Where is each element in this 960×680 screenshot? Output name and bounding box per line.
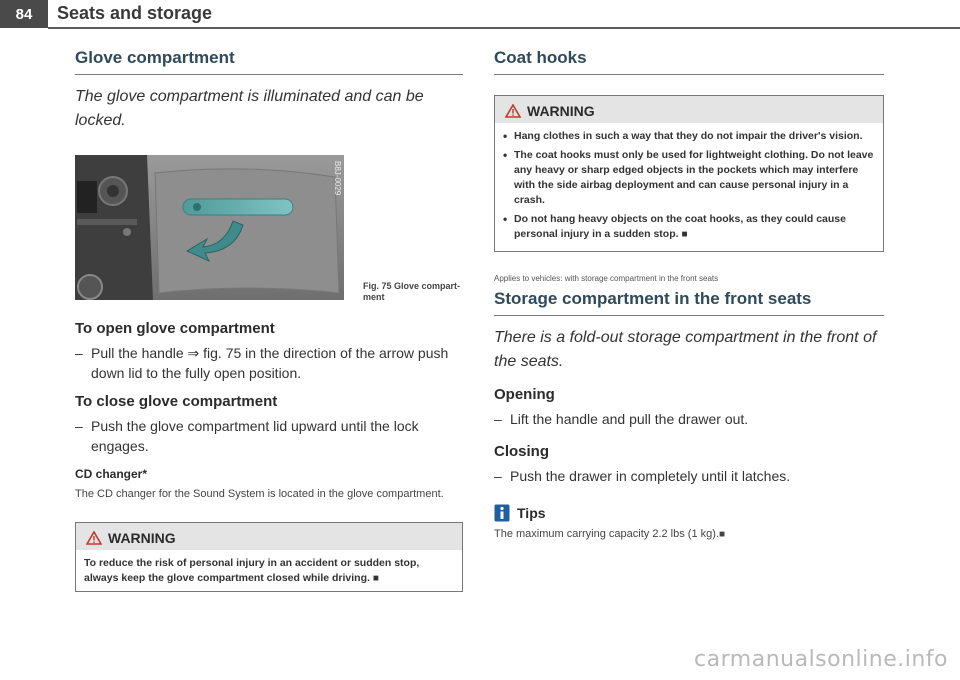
opening-title: Opening <box>494 386 555 403</box>
glove-compartment-photo <box>75 155 344 300</box>
glove-compartment-title: Glove compartment <box>75 48 235 67</box>
page-number: 84 <box>0 0 48 28</box>
warning-item-text: Do not hang heavy objects on the coat hooks, as they could cause personal injury in a sudden stop. <box>514 213 846 240</box>
warning-triangle-icon <box>505 104 521 118</box>
warning-triangle-icon <box>86 531 102 545</box>
section-rule <box>494 74 884 75</box>
warning-item: • The coat hooks must only be used for lightweight clothing. Do not leave any heavy or sharp edged objects in the pockets which may interfere with the side airbag deployment and can cause personal injury in a crash. <box>503 148 875 208</box>
coat-hooks-warning-box <box>494 95 884 252</box>
close-title: To close glove compartment <box>75 393 278 410</box>
warning-label: WARNING <box>108 530 176 546</box>
storage-compartment-lead: There is a fold-out storage compartment in the front of the seats. <box>494 329 877 370</box>
closing-step: – Push the drawer in completely until it latches. <box>494 466 884 486</box>
cd-changer-title: CD changer* <box>75 467 148 481</box>
dashboard-illustration <box>75 155 344 300</box>
warning-item: • Hang clothes in such a way that they do not impair the driver's vision. <box>503 129 875 144</box>
section-rule <box>75 74 463 75</box>
tips-header <box>494 504 884 522</box>
info-icon <box>494 504 510 522</box>
tips-text <box>494 526 884 543</box>
end-mark-icon: ■ <box>681 229 688 240</box>
figure-code: B8J-0029 <box>333 161 342 196</box>
right-column <box>494 48 884 543</box>
figure-caption: Fig. 75 Glove compart-ment <box>363 281 461 302</box>
section-rule <box>494 315 884 316</box>
tips-body-text: The maximum carrying capacity 2.2 lbs (1 kg). <box>494 528 719 540</box>
glove-warning-box <box>75 522 463 592</box>
warning-item <box>503 212 875 242</box>
warning-list <box>495 123 883 251</box>
site-watermark: carmanualsonline.info <box>694 647 948 672</box>
end-mark-icon: ■ <box>372 573 379 584</box>
warning-header <box>495 96 883 123</box>
tips-label: Tips <box>517 505 546 521</box>
coat-hooks-title: Coat hooks <box>494 48 587 67</box>
warning-label: WARNING <box>527 103 595 119</box>
closing-title: Closing <box>494 443 549 460</box>
warning-text <box>76 550 462 591</box>
header-rule <box>48 27 960 29</box>
open-title: To open glove compartment <box>75 320 275 337</box>
glove-compartment-lead: The glove compartment is illuminated and can be locked. <box>75 88 424 129</box>
cd-changer-text: The CD changer for the Sound System is located in the glove compartment. <box>75 488 444 500</box>
applies-to-note: Applies to vehicles: with storage compartment in the front seats <box>494 274 719 283</box>
close-step: – Push the glove compartment lid upward until the lock engages. <box>75 416 463 456</box>
left-column <box>75 48 463 592</box>
figure-75 <box>75 155 463 300</box>
end-mark-icon: ■ <box>718 529 726 540</box>
running-head: Seats and storage <box>57 3 213 23</box>
storage-compartment-title: Storage compartment in the front seats <box>494 289 812 308</box>
opening-step: – Lift the handle and pull the drawer out. <box>494 409 884 429</box>
warning-header <box>76 523 462 550</box>
open-step: – Pull the handle ⇒ fig. 75 in the direction of the arrow push down lid to the fully open position. <box>75 343 463 383</box>
warning-body-text: To reduce the risk of personal injury in an accident or sudden stop, always keep the glove compartment closed while driving. <box>84 557 420 584</box>
